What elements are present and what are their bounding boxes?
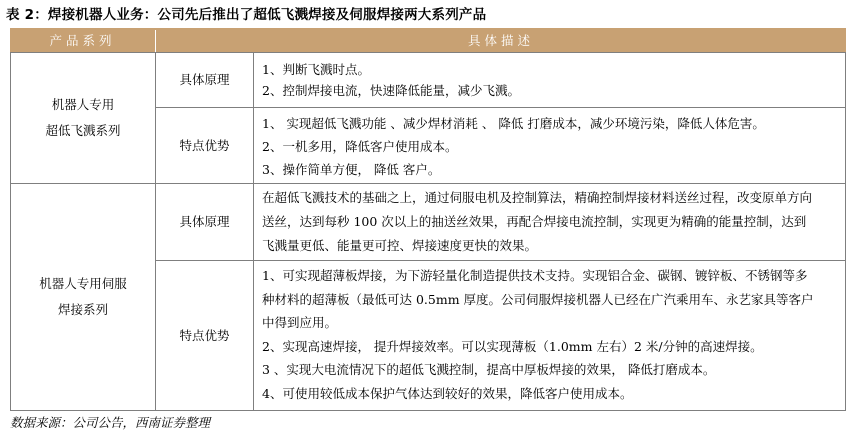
- row-description: [262, 112, 765, 181]
- description-line: 2、一机多用，降低客户使用成本。: [262, 139, 458, 154]
- description-line: 4、可使用较低成本保护气体达到较好的效果，降低客户使用成本。: [262, 385, 633, 401]
- description-line: 1、可实现超薄板焊接，为下游轻量化制造提供技术支持。实现铝合金、碳钢、镀锌板、不锈钢等多: [262, 268, 808, 283]
- row-label-cell: [156, 184, 253, 260]
- grid-line: [10, 410, 846, 411]
- row-label-cell: [156, 261, 253, 410]
- description-line: 3、操作简单方便， 降低 客户。: [262, 162, 441, 177]
- row-description: [262, 59, 520, 101]
- description-line: 2、控制焊接电流，快速降低能量，减少飞溅。: [262, 83, 520, 98]
- header-product-series: 产品系列: [10, 30, 155, 52]
- description-line: 3 、实现大电流情况下的超低飞溅控制，提高中厚板焊接的效果， 降低打磨成本。: [262, 362, 716, 377]
- header-description: 具体描述: [156, 30, 846, 52]
- description-line: 种材料的超薄板（最低可达 0.5mm 厚度。公司伺服焊接机器人已经在广汽乘用车、永艺家具等客户: [262, 291, 814, 307]
- description-line: 2、实现高速焊接， 提升焊接效率。可以实现薄板（1.0mm 左右）2 米/分钟的高速焊接。: [262, 338, 763, 354]
- grid-line: [155, 260, 846, 261]
- row-label: 具体原理: [179, 72, 230, 87]
- row-description: [262, 264, 814, 405]
- data-source-note: 数据来源：公司公告，西南证券整理: [10, 415, 211, 430]
- description-line: 飞溅量更低、能量更可控、焊接速度更快的效果。: [262, 238, 538, 253]
- description-line: 在超低飞溅技术的基础之上，通过伺服电机及控制算法，精确控制焊接材料送丝过程，改变原单方向: [262, 190, 813, 205]
- series-name-cell: [11, 184, 155, 410]
- series-name-cell: [11, 53, 155, 183]
- grid-line: [845, 52, 846, 410]
- description-line: 中得到应用。: [262, 315, 338, 330]
- description-line: 1、判断飞溅时点。: [262, 62, 370, 77]
- row-label: 具体原理: [179, 214, 230, 229]
- grid-line: [253, 52, 254, 410]
- row-label-cell: [156, 53, 253, 107]
- description-line: 送丝，达到每秒 100 次以上的抽送丝效果，再配合焊接电流控制，实现更为精确的能量控制，达到: [262, 214, 807, 229]
- description-line: 1、 实现超低飞溅功能 、减少焊材消耗 、 降低 打磨成本，减少环境污染，降低人体危害。: [262, 116, 765, 131]
- series-name: 机器人专用伺服 焊接系列: [39, 276, 127, 317]
- row-description: [262, 186, 812, 258]
- table-title: 表 2：焊接机器人业务：公司先后推出了超低飞溅焊接及伺服焊接两大系列产品: [6, 7, 487, 23]
- row-label-cell: [156, 108, 253, 183]
- row-label: 特点优势: [179, 137, 230, 153]
- grid-line: [155, 107, 846, 108]
- series-name: 机器人专用 超低飞溅系列: [45, 97, 121, 138]
- row-label: 特点优势: [179, 327, 230, 343]
